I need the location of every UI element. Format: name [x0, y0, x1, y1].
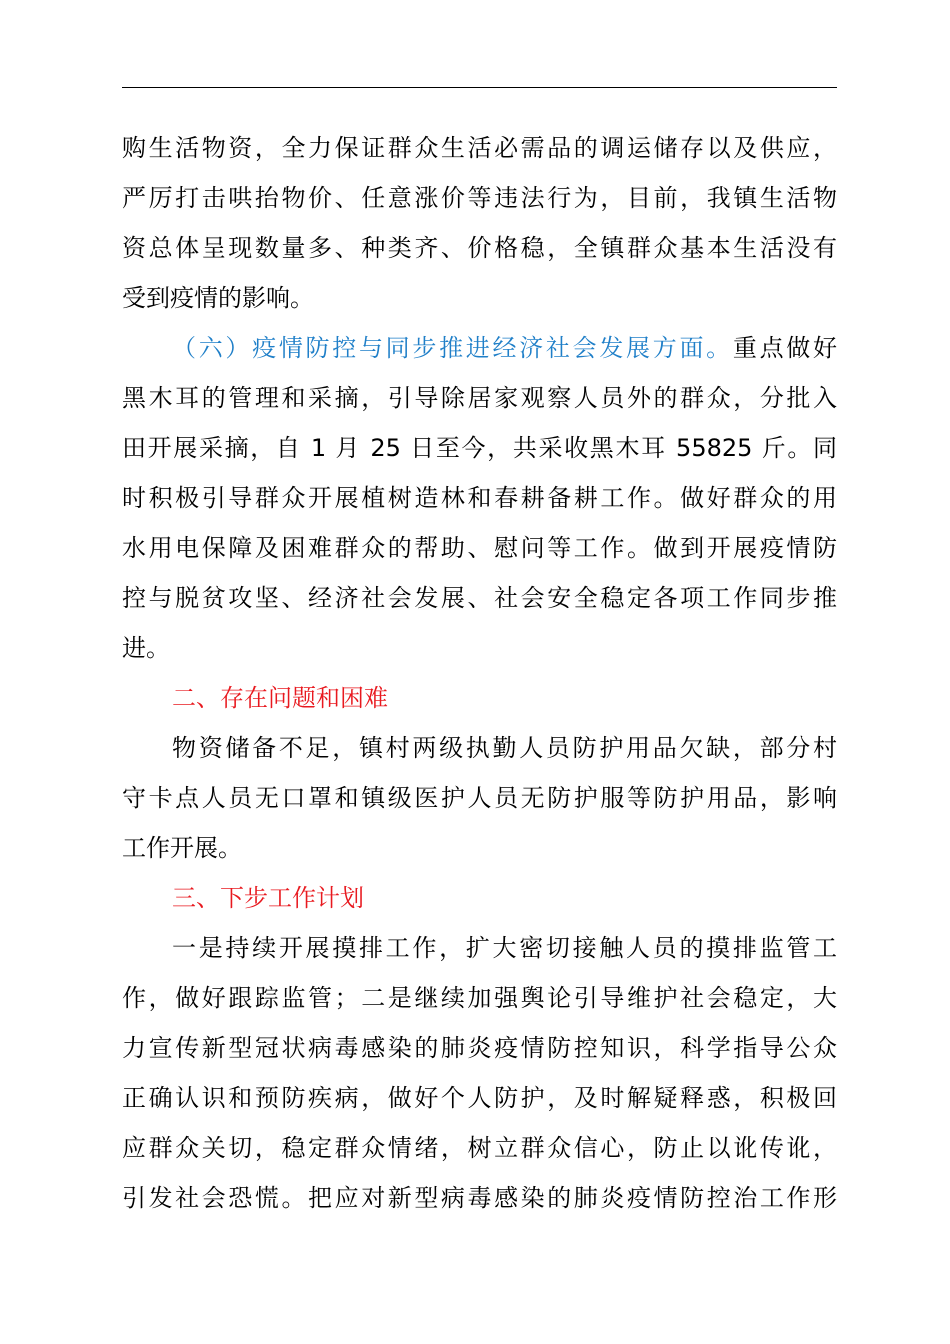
header-rule	[122, 87, 837, 88]
paragraph-line: 进。	[122, 634, 170, 662]
paragraph-line: 购生活物资，全力保证群众生活必需品的调运储存以及供应，	[122, 134, 837, 162]
paragraph-line: 工作开展。	[122, 834, 242, 862]
paragraph-line: 物资储备不足，镇村两级执勤人员防护用品欠缺，部分村	[172, 734, 837, 762]
section-6-heading: （六）疫情防控与同步推进经济社会发展方面。	[172, 334, 733, 362]
paragraph-line: 一是持续开展摸排工作，扩大密切接触人员的摸排监管工	[172, 934, 837, 962]
section-2-heading: 二、存在问题和困难	[172, 684, 388, 712]
section-6-first-line-text: 重点做好	[732, 334, 837, 362]
section-3-heading: 三、下步工作计划	[172, 884, 364, 912]
paragraph-line: 应群众关切，稳定群众情绪，树立群众信心，防止以讹传讹，	[122, 1134, 837, 1162]
paragraph-line: 引发社会恐慌。把应对新型病毒感染的肺炎疫情防控治工作形	[122, 1184, 837, 1212]
paragraph-line: 田开展采摘，自 1 月 25 日至今，共采收黑木耳 55825 斤。同	[122, 434, 837, 462]
paragraph-line: 守卡点人员无口罩和镇级医护人员无防护服等防护用品，影响	[122, 784, 837, 812]
paragraph-line: 受到疫情的影响。	[122, 284, 314, 312]
paragraph-line: 严厉打击哄抬物价、任意涨价等违法行为，目前，我镇生活物	[122, 184, 837, 212]
paragraph-line: 力宣传新型冠状病毒感染的肺炎疫情防控知识，科学指导公众	[122, 1034, 837, 1062]
document-body	[122, 123, 837, 1223]
paragraph-line: 资总体呈现数量多、种类齐、价格稳，全镇群众基本生活没有	[122, 234, 837, 262]
paragraph-line: 水用电保障及困难群众的帮助、慰问等工作。做到开展疫情防	[122, 534, 837, 562]
paragraph-line: 控与脱贫攻坚、经济社会发展、社会安全稳定各项工作同步推	[122, 584, 837, 612]
paragraph-line: 时积极引导群众开展植树造林和春耕备耕工作。做好群众的用	[122, 484, 837, 512]
paragraph-line: 黑木耳的管理和采摘，引导除居家观察人员外的群众，分批入	[122, 384, 837, 412]
paragraph-line: 作，做好跟踪监管；二是继续加强舆论引导维护社会稳定，大	[122, 984, 837, 1012]
paragraph-line: 正确认识和预防疾病，做好个人防护，及时解疑释惑，积极回	[122, 1084, 837, 1112]
section-6-first-line	[122, 323, 837, 373]
